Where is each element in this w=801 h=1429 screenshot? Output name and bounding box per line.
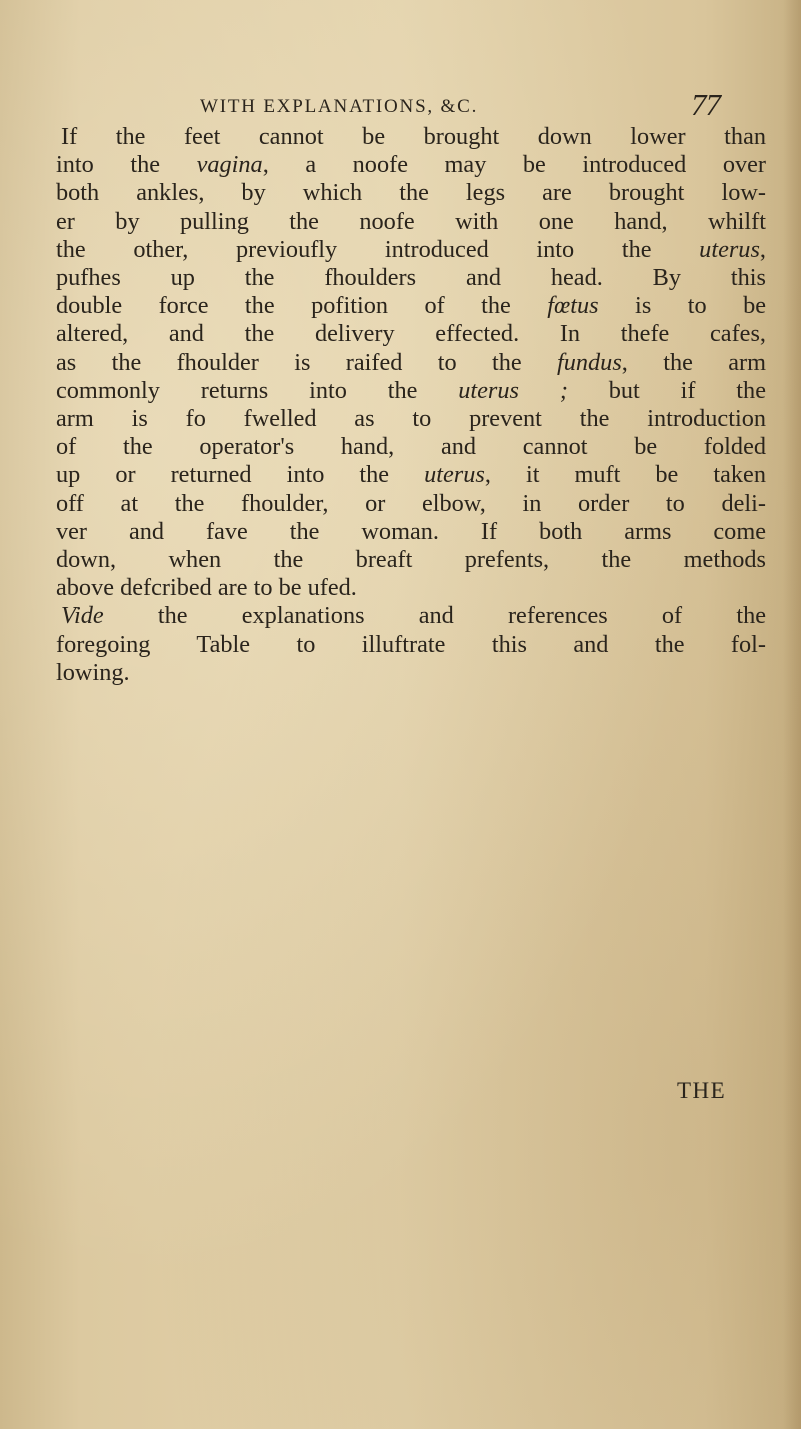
text-line [56, 602, 766, 630]
text-run: the other, previoufly introduced into the [56, 235, 700, 263]
page-number: 77 [691, 87, 720, 122]
text-line [56, 123, 766, 151]
text-run: lowing. [56, 658, 130, 686]
text-run: pufhes up the fhoulders and head. By this [56, 264, 766, 292]
text-line [56, 433, 766, 461]
text-run: ver and fave the woman. If both arms come [56, 517, 766, 545]
running-head [200, 93, 660, 118]
catchword: THE [677, 1078, 727, 1103]
text-line [56, 518, 766, 546]
paragraph [56, 602, 766, 687]
text-run: above defcribed are to be ufed. [56, 574, 357, 602]
text-run: up or returned into the [56, 461, 425, 489]
text-run: , the arm [621, 348, 766, 376]
text-run: down, when the breaft prefents, the methods [56, 546, 766, 574]
text-line [56, 490, 766, 518]
text-run: altered, and the delivery effected. In thefe cafes, [56, 320, 766, 348]
text-run: both ankles, by which the legs are brought low- [56, 179, 766, 207]
text-line [56, 377, 766, 405]
paragraph [56, 123, 766, 602]
italic-term: fœtus [547, 292, 599, 320]
text-line [56, 405, 766, 433]
italic-term: fundus [556, 348, 622, 376]
text-line [56, 264, 766, 292]
text-line [56, 292, 766, 320]
text-line [56, 461, 766, 489]
text-run: If the feet cannot be brought down lower than [61, 123, 766, 150]
text-line [56, 546, 766, 574]
text-line [56, 208, 766, 236]
text-run: double force the pofition of the [56, 292, 548, 320]
italic-term: uterus [424, 461, 485, 489]
text-line [56, 151, 766, 179]
text-run: into the [56, 151, 197, 179]
text-run: foregoing Table to illuftrate this and the fol- [56, 630, 766, 658]
text-line [56, 349, 766, 377]
italic-term: uterus ; [458, 376, 568, 404]
running-head-text: WITH EXPLANATIONS, &C. [200, 96, 479, 117]
text-line [56, 236, 766, 264]
text-run: as the fhoulder is raifed to the [56, 348, 557, 376]
text-run: er by pulling the noofe with one hand, whilft [56, 207, 766, 235]
text-run: of the operator's hand, and cannot be folded [56, 433, 766, 461]
text-run: but if the [567, 376, 766, 404]
text-run: the explanations and references of the [103, 602, 766, 630]
text-run: commonly returns into the [56, 376, 459, 404]
page-gutter-shadow [783, 0, 801, 1429]
italic-term: vagina [196, 151, 263, 179]
text-run: is to be [598, 292, 767, 320]
text-run: off at the fhoulder, or elbow, in order to deli- [56, 489, 766, 517]
text-line [56, 179, 766, 207]
italic-term: Vide [61, 602, 104, 630]
text-line [56, 659, 766, 687]
text-run: arm is fo fwelled as to prevent the introduction [56, 405, 766, 433]
text-line [56, 320, 766, 348]
italic-term: uterus [699, 235, 760, 263]
text-run: , [759, 235, 766, 263]
body-text [56, 123, 766, 687]
text-run: , a noofe may be introduced over [262, 151, 766, 179]
text-run: , it muft be taken [484, 461, 766, 489]
text-line [56, 631, 766, 659]
text-line [56, 574, 766, 602]
